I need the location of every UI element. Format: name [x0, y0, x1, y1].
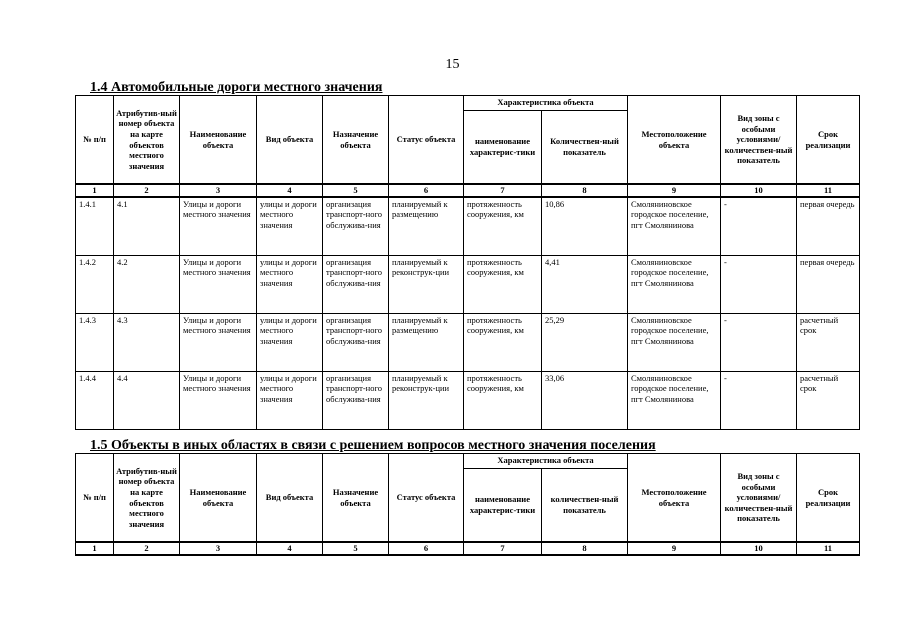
column-number: 11: [797, 542, 860, 555]
cell-no: 1.4.3: [76, 313, 114, 371]
section-title-roads: 1.4 Автомобильные дороги местного значения: [90, 80, 383, 95]
cell-status: планируемый к размещению: [389, 197, 464, 256]
roads-table: [75, 95, 860, 430]
cell-purpose: организация транспорт-ного обслужива-ния: [323, 255, 389, 313]
cell-char-value: 4,41: [542, 255, 628, 313]
column-number: 8: [542, 184, 628, 197]
header-char-name: наименование характерис-тики: [464, 111, 542, 185]
cell-char-value: 33,06: [542, 371, 628, 429]
cell-purpose: организация транспорт-ного обслужива-ния: [323, 313, 389, 371]
cell-location: Смоляниновское городское поселение, пгт Смолянинова: [628, 197, 721, 256]
column-number: 6: [389, 542, 464, 555]
cell-type: улицы и дороги местного значения: [257, 313, 323, 371]
cell-no: 1.4.4: [76, 371, 114, 429]
column-number: 6: [389, 184, 464, 197]
header-zone: Вид зоны с особыми условиями/ количествен-ный показатель: [721, 454, 797, 543]
table-row: [76, 197, 860, 256]
column-number: 2: [114, 184, 180, 197]
header-purpose: Назначение объекта: [323, 454, 389, 543]
cell-zone: -: [721, 313, 797, 371]
cell-status: планируемый к реконструк-ции: [389, 255, 464, 313]
section-title-other-objects: 1.5 Объекты в иных областях в связи с решением вопросов местного значения поселения: [90, 438, 656, 453]
cell-type: улицы и дороги местного значения: [257, 197, 323, 256]
cell-char-name: протяженность сооружения, км: [464, 197, 542, 256]
column-number: 1: [76, 542, 114, 555]
column-number-row: [76, 184, 860, 197]
column-number: 10: [721, 184, 797, 197]
column-number: 4: [257, 542, 323, 555]
column-number: 9: [628, 184, 721, 197]
header-name: Наименование объекта: [180, 454, 257, 543]
cell-no: 1.4.2: [76, 255, 114, 313]
column-number: 5: [323, 184, 389, 197]
column-number: 3: [180, 542, 257, 555]
cell-purpose: организация транспорт-ного обслужива-ния: [323, 371, 389, 429]
cell-term: первая очередь: [797, 197, 860, 256]
header-purpose: Назначение объекта: [323, 96, 389, 185]
column-number: 10: [721, 542, 797, 555]
cell-char-name: протяженность сооружения, км: [464, 313, 542, 371]
header-attr-number: Атрибутив-ный номер объекта на карте объектов местного значения: [114, 454, 180, 543]
cell-attr: 4.1: [114, 197, 180, 256]
page-number: 15: [445, 57, 460, 72]
cell-status: планируемый к размещению: [389, 313, 464, 371]
column-number: 1: [76, 184, 114, 197]
cell-location: Смоляниновское городское поселение, пгт Смолянинова: [628, 371, 721, 429]
cell-attr: 4.3: [114, 313, 180, 371]
header-type: Вид объекта: [257, 454, 323, 543]
cell-name: Улицы и дороги местного значения: [180, 371, 257, 429]
column-number: 4: [257, 184, 323, 197]
header-location: Местоположение объекта: [628, 454, 721, 543]
column-number: 2: [114, 542, 180, 555]
cell-location: Смоляниновское городское поселение, пгт Смолянинова: [628, 313, 721, 371]
cell-char-name: протяженность сооружения, км: [464, 371, 542, 429]
cell-location: Смоляниновское городское поселение, пгт Смолянинова: [628, 255, 721, 313]
column-number: 9: [628, 542, 721, 555]
other-objects-table: [75, 453, 860, 556]
header-status: Статус объекта: [389, 96, 464, 185]
header-characteristics: Характеристика объекта: [464, 96, 628, 111]
cell-type: улицы и дороги местного значения: [257, 255, 323, 313]
column-number-row: [76, 542, 860, 555]
cell-name: Улицы и дороги местного значения: [180, 255, 257, 313]
cell-attr: 4.4: [114, 371, 180, 429]
header-char-value: Количествен-ный показатель: [542, 111, 628, 185]
cell-zone: -: [721, 371, 797, 429]
cell-type: улицы и дороги местного значения: [257, 371, 323, 429]
header-location: Местоположение объекта: [628, 96, 721, 185]
cell-term: расчетный срок: [797, 313, 860, 371]
header-no: № п/п: [76, 96, 114, 185]
cell-char-name: протяженность сооружения, км: [464, 255, 542, 313]
column-number: 7: [464, 184, 542, 197]
table-row: [76, 313, 860, 371]
header-term: Срок реализации: [797, 96, 860, 185]
column-number: 3: [180, 184, 257, 197]
column-number: 11: [797, 184, 860, 197]
cell-no: 1.4.1: [76, 197, 114, 256]
header-status: Статус объекта: [389, 454, 464, 543]
header-name: Наименование объекта: [180, 96, 257, 185]
cell-zone: -: [721, 197, 797, 256]
header-zone: Вид зоны с особыми условиями/ количествен-ный показатель: [721, 96, 797, 185]
cell-char-value: 25,29: [542, 313, 628, 371]
cell-term: расчетный срок: [797, 371, 860, 429]
column-number: 7: [464, 542, 542, 555]
column-number: 5: [323, 542, 389, 555]
table-row: [76, 371, 860, 429]
cell-zone: -: [721, 255, 797, 313]
cell-term: первая очередь: [797, 255, 860, 313]
cell-name: Улицы и дороги местного значения: [180, 313, 257, 371]
cell-purpose: организация транспорт-ного обслужива-ния: [323, 197, 389, 256]
header-term: Срок реализации: [797, 454, 860, 543]
header-attr-number: Атрибутив-ный номер объекта на карте объектов местного значения: [114, 96, 180, 185]
table-row: [76, 255, 860, 313]
header-char-name: наименование характерис-тики: [464, 469, 542, 543]
column-number: 8: [542, 542, 628, 555]
header-characteristics: Характеристика объекта: [464, 454, 628, 469]
header-char-value: количествен-ный показатель: [542, 469, 628, 543]
header-type: Вид объекта: [257, 96, 323, 185]
header-no: № п/п: [76, 454, 114, 543]
cell-status: планируемый к реконструк-ции: [389, 371, 464, 429]
cell-char-value: 10,86: [542, 197, 628, 256]
cell-attr: 4.2: [114, 255, 180, 313]
cell-name: Улицы и дороги местного значения: [180, 197, 257, 256]
